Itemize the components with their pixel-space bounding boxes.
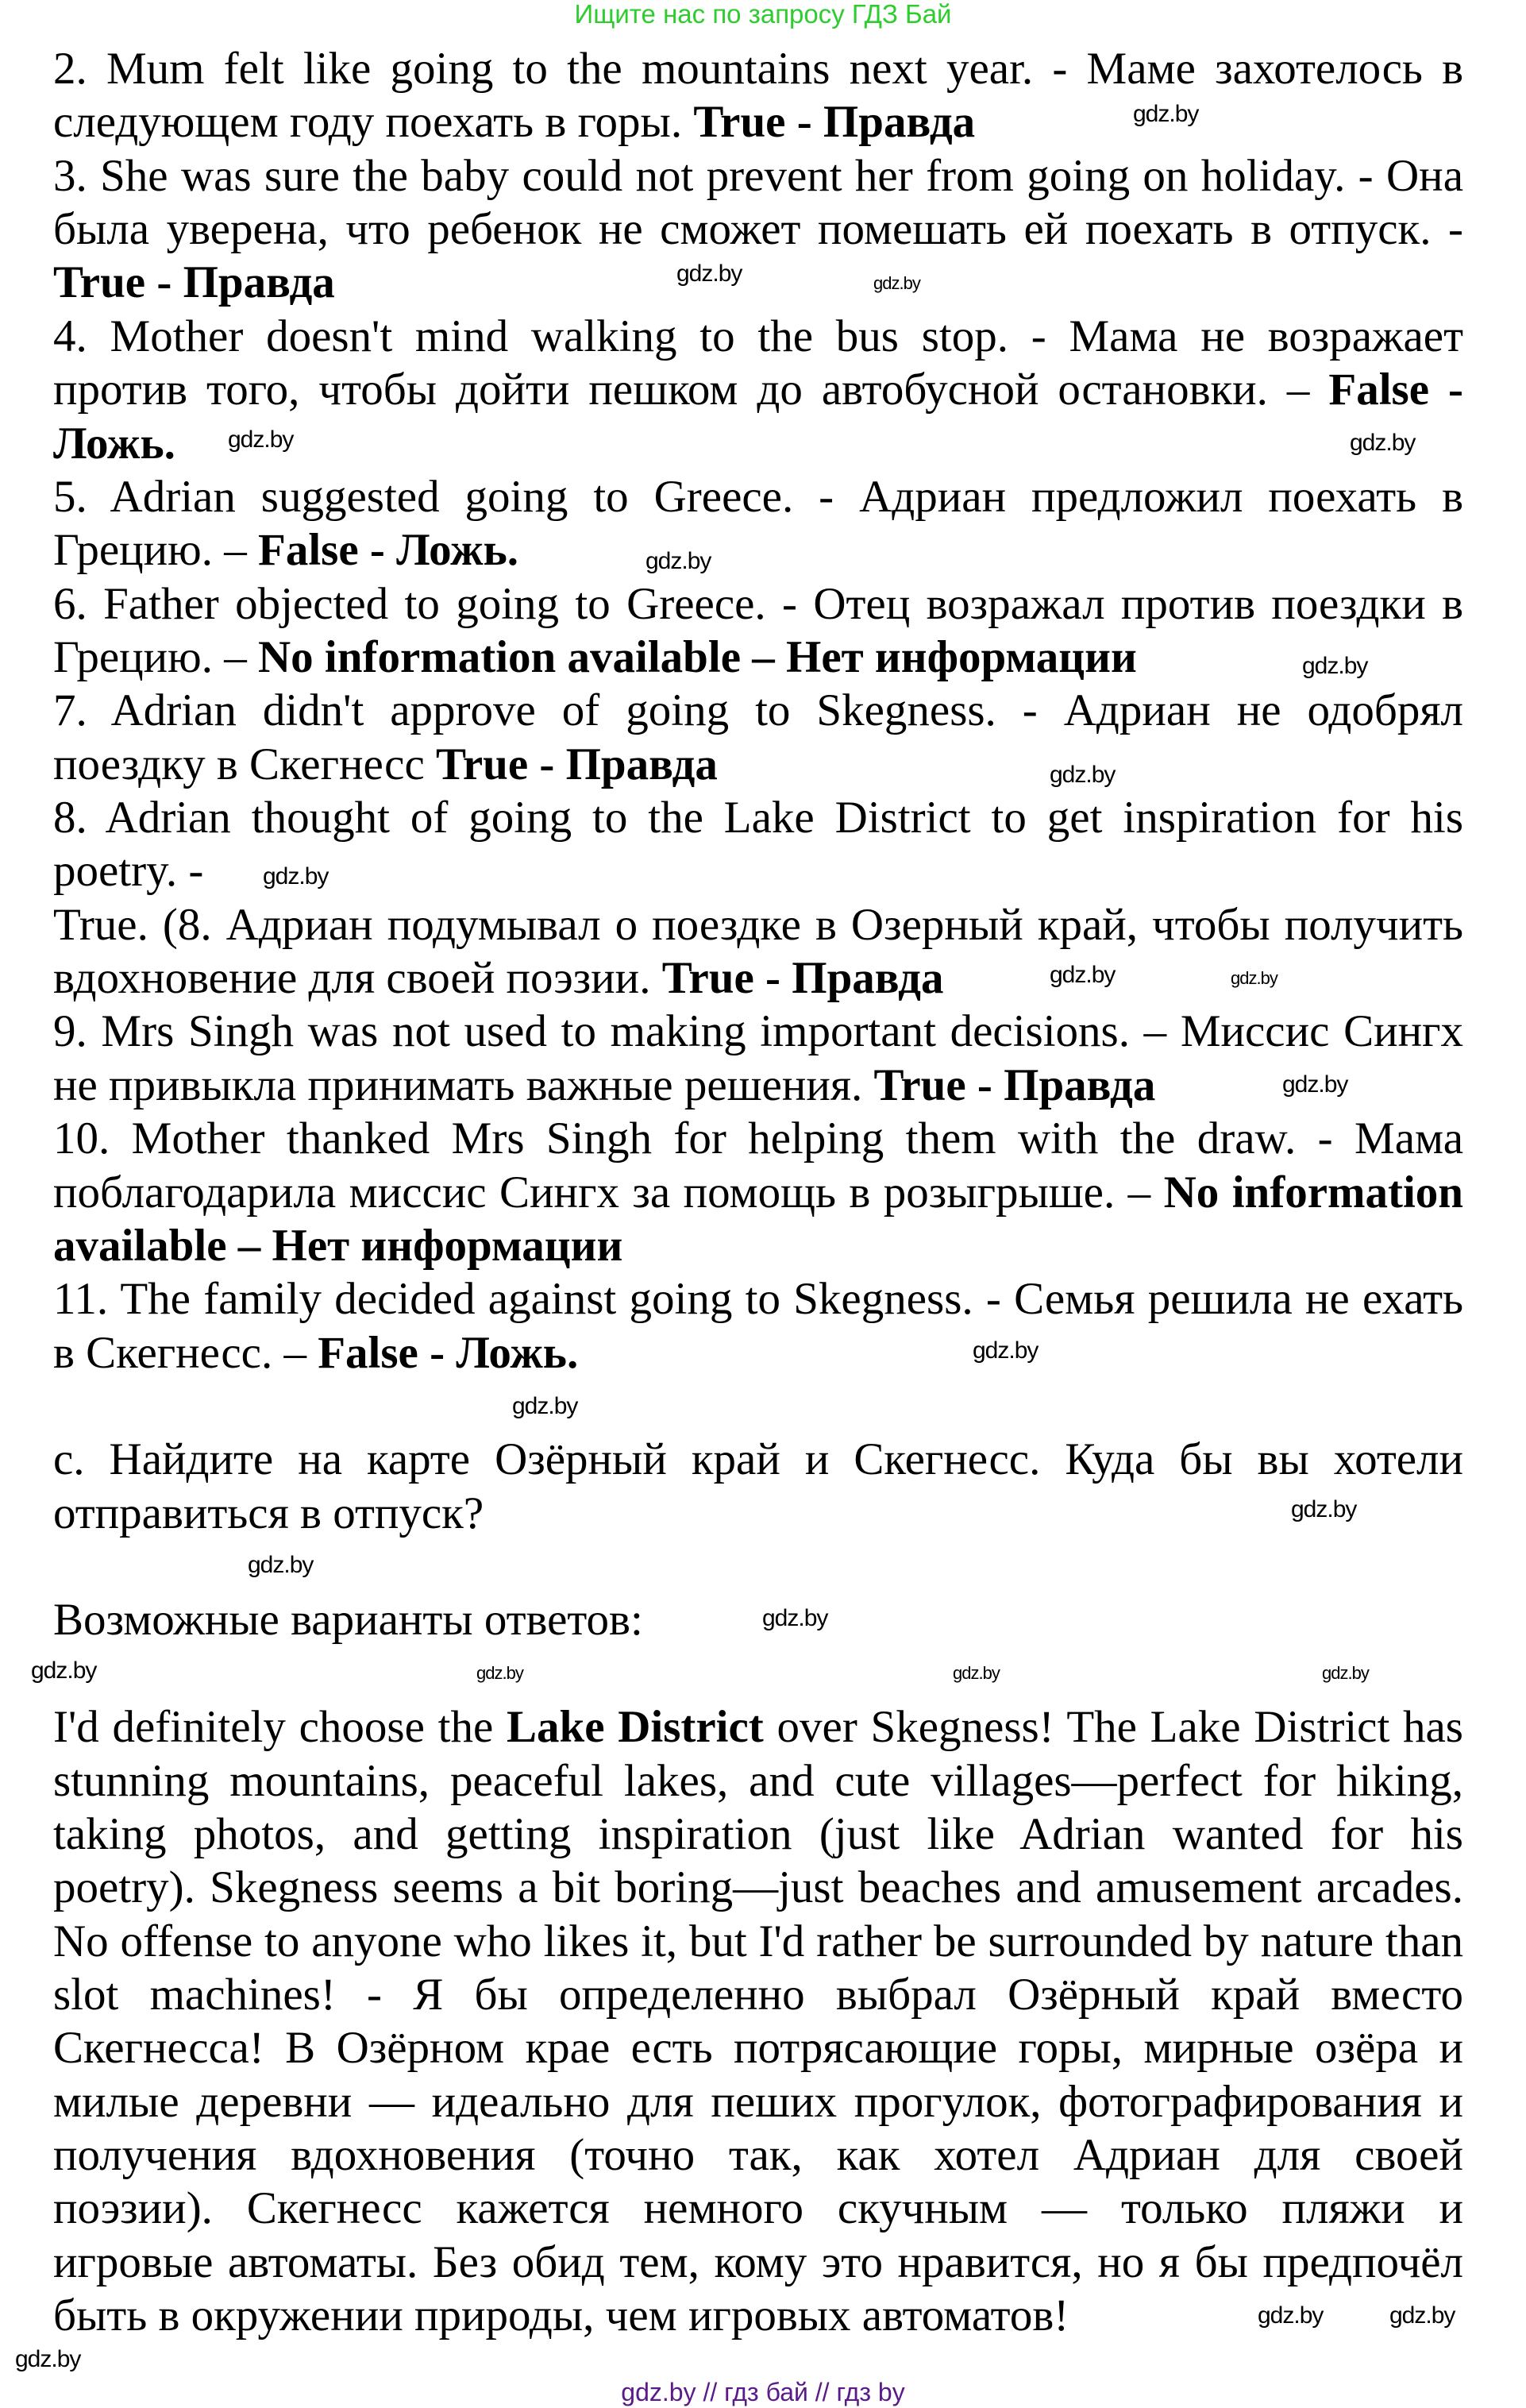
bold-answer: False - Ложь. bbox=[318, 1327, 579, 1378]
watermark: gdz.by bbox=[1350, 430, 1416, 456]
watermark: gdz.by bbox=[1231, 968, 1277, 988]
text-line bbox=[53, 898, 1463, 951]
text-line bbox=[53, 1112, 1463, 1165]
text-line bbox=[53, 1593, 1463, 1646]
bold-answer: False - Ложь. bbox=[258, 525, 518, 576]
text-line bbox=[53, 149, 1463, 203]
watermark: gdz.by bbox=[1258, 2302, 1324, 2329]
text-line bbox=[53, 1166, 1463, 1219]
bold-answer: No information available – Нет информации bbox=[258, 631, 1137, 682]
watermark: gdz.by bbox=[973, 1337, 1039, 1364]
blank-line bbox=[53, 1647, 1463, 1700]
watermark: gdz.by bbox=[676, 260, 742, 287]
text-line bbox=[53, 738, 1463, 791]
watermark: gdz.by bbox=[645, 548, 711, 574]
text-run: 11. The family decided against going to Skegness. - Семья решила не ехать bbox=[53, 1274, 1463, 1325]
watermark: gdz.by bbox=[1133, 101, 1199, 127]
text-run: slot machines! - Я бы определенно выбрал Озёрный край вместо bbox=[53, 1969, 1463, 2020]
text-run: против того, чтобы дойти пешком до автобусной остановки. – bbox=[53, 365, 1329, 415]
text-line bbox=[53, 2236, 1463, 2289]
text-run: 10. Mother thanked Mrs Singh for helping them with the draw. - Мама bbox=[53, 1113, 1463, 1164]
text-run: True. (8. Адриан подумывал о поездке в Озерный край, чтобы получить bbox=[53, 899, 1463, 950]
text-line bbox=[53, 42, 1463, 95]
text-line bbox=[53, 1219, 1463, 1272]
watermark: gdz.by bbox=[1050, 962, 1116, 988]
text-run: в Скегнесс. – bbox=[53, 1327, 318, 1378]
watermark: gdz.by bbox=[762, 1605, 828, 1631]
bold-answer: True - Правда bbox=[436, 739, 718, 789]
bold-answer: True - Правда bbox=[53, 257, 335, 308]
text-run: 3. She was sure the baby could not prevent her from going on holiday. - Она bbox=[53, 150, 1463, 201]
document-body bbox=[53, 42, 1463, 2342]
watermark: gdz.by bbox=[1282, 1071, 1348, 1098]
bold-answer: True - Правда bbox=[873, 1059, 1156, 1110]
bold-answer: Lake District bbox=[506, 1702, 764, 1753]
text-run: 4. Mother doesn't mind walking to the bus stop. - Мама не возражает bbox=[53, 311, 1463, 361]
bold-answer: available – Нет информации bbox=[53, 1220, 623, 1271]
watermark: gdz.by bbox=[953, 1663, 1000, 1683]
watermark: gdz.by bbox=[1322, 1663, 1369, 1683]
watermark: gdz.by bbox=[1291, 1496, 1357, 1522]
watermark: gdz.by bbox=[263, 863, 329, 889]
watermark: gdz.by bbox=[1302, 653, 1368, 679]
text-run: 8. Adrian thought of going to the Lake District to get inspiration for his bbox=[53, 793, 1463, 843]
text-line bbox=[53, 791, 1463, 844]
bold-answer: True - Правда bbox=[661, 953, 944, 1004]
text-line bbox=[53, 1808, 1463, 1861]
watermark: gdz.by bbox=[228, 426, 294, 453]
text-run: Грецию. – bbox=[53, 525, 259, 576]
text-run: поэзии). Скегнесс кажется немного скучным — только пляжи и bbox=[53, 2183, 1463, 2234]
text-line bbox=[53, 95, 1463, 149]
text-line bbox=[53, 2128, 1463, 2182]
text-run: получения вдохновения (точно так, как хотел Адриан для своей bbox=[53, 2130, 1463, 2181]
text-line bbox=[53, 631, 1463, 684]
text-run: c. Найдите на карте Озёрный край и Скегнесс. Куда бы вы хотели bbox=[53, 1434, 1463, 1485]
text-run: poetry). Skegness seems a bit boring—just beaches and amusement arcades. bbox=[53, 1862, 1463, 1913]
text-line bbox=[53, 310, 1463, 363]
footer-links: gdz.by // гдз бай // гдз by bbox=[621, 2378, 905, 2406]
text-line bbox=[53, 1272, 1463, 1326]
text-line bbox=[53, 203, 1463, 256]
text-line bbox=[53, 1700, 1463, 1754]
text-run: 9. Mrs Singh was not used to making important decisions. – Миссис Сингх bbox=[53, 1006, 1463, 1057]
watermark: gdz.by bbox=[476, 1663, 523, 1683]
text-line bbox=[53, 577, 1463, 631]
text-run: taking photos, and getting inspiration (just like Adrian wanted for his bbox=[53, 1808, 1463, 1859]
text-run: отправиться в отпуск? bbox=[53, 1488, 484, 1538]
text-run: Грецию. – bbox=[53, 631, 259, 682]
text-run: игровые автоматы. Без обид тем, кому это нравится, но я бы предпочёл bbox=[53, 2236, 1463, 2287]
text-run: поездку в Скегнесс bbox=[53, 739, 437, 789]
bold-answer: False - bbox=[1328, 365, 1463, 415]
search-banner: Ищите нас по запросу ГДЗ Бай bbox=[574, 0, 952, 29]
watermark: gdz.by bbox=[1050, 762, 1116, 788]
text-line bbox=[53, 1433, 1463, 1486]
text-run: не привыкла принимать важные решения. bbox=[53, 1059, 874, 1110]
text-run: поблагодарила миссис Сингх за помощь в розыгрыше. – bbox=[53, 1167, 1164, 1218]
blank-line bbox=[53, 1380, 1463, 1433]
text-line bbox=[53, 1326, 1463, 1380]
text-run: следующем году поехать в горы. bbox=[53, 97, 694, 148]
text-line bbox=[53, 363, 1463, 416]
bold-answer: True - Правда bbox=[693, 97, 976, 148]
text-line bbox=[53, 1059, 1463, 1112]
text-line bbox=[53, 470, 1463, 523]
text-line bbox=[53, 1861, 1463, 1914]
bold-answer: Ложь. bbox=[53, 418, 175, 469]
text-run: вдохновение для своей поэзии. bbox=[53, 953, 662, 1004]
watermark: gdz.by bbox=[31, 1657, 97, 1684]
text-run: 7. Adrian didn't approve of going to Skegness. - Адриан не одобрял bbox=[53, 685, 1463, 736]
text-run: stunning mountains, peaceful lakes, and cute villages—perfect for hiking, bbox=[53, 1755, 1463, 1806]
text-run: быть в окружении природы, чем игровых автоматов! bbox=[53, 2290, 1069, 2341]
watermark: gdz.by bbox=[15, 2346, 81, 2372]
text-line bbox=[53, 1005, 1463, 1058]
text-line bbox=[53, 1487, 1463, 1540]
text-run: Возможные варианты ответов: bbox=[53, 1595, 643, 1646]
text-run: 2. Mum felt like going to the mountains next year. - Маме захотелось в bbox=[53, 44, 1463, 94]
text-line bbox=[53, 1915, 1463, 1968]
text-line bbox=[53, 1968, 1463, 2021]
text-run: милые деревни — идеально для пеших прогулок, фотографирования и bbox=[53, 2076, 1463, 2127]
text-run: No offense to anyone who likes it, but I'd rather be surrounded by nature than bbox=[53, 1916, 1463, 1966]
text-line bbox=[53, 256, 1463, 309]
text-run: Скегнесса! В Озёрном крае есть потрясающие горы, мирные озёра и bbox=[53, 2023, 1463, 2074]
text-run: poetry. - bbox=[53, 846, 204, 897]
text-line bbox=[53, 2021, 1463, 2074]
watermark: gdz.by bbox=[1389, 2302, 1455, 2329]
text-line bbox=[53, 523, 1463, 577]
text-line bbox=[53, 2182, 1463, 2235]
watermark: gdz.by bbox=[873, 273, 920, 293]
text-line bbox=[53, 2075, 1463, 2128]
text-run: 6. Father objected to going to Greece. - Отец возражал против поездки в bbox=[53, 578, 1463, 629]
text-run: 5. Adrian suggested going to Greece. - Адриан предложил поехать в bbox=[53, 471, 1463, 522]
text-line bbox=[53, 2289, 1463, 2342]
watermark: gdz.by bbox=[248, 1552, 314, 1578]
watermark: gdz.by bbox=[512, 1393, 578, 1419]
bold-answer: No information bbox=[1163, 1167, 1464, 1218]
text-run: over Skegness! The Lake District has bbox=[763, 1702, 1463, 1753]
text-line bbox=[53, 1754, 1463, 1808]
text-line bbox=[53, 684, 1463, 737]
text-run: была уверена, что ребенок не сможет помешать ей поехать в отпуск. - bbox=[53, 204, 1463, 255]
text-run: I'd definitely choose the bbox=[53, 1702, 507, 1753]
